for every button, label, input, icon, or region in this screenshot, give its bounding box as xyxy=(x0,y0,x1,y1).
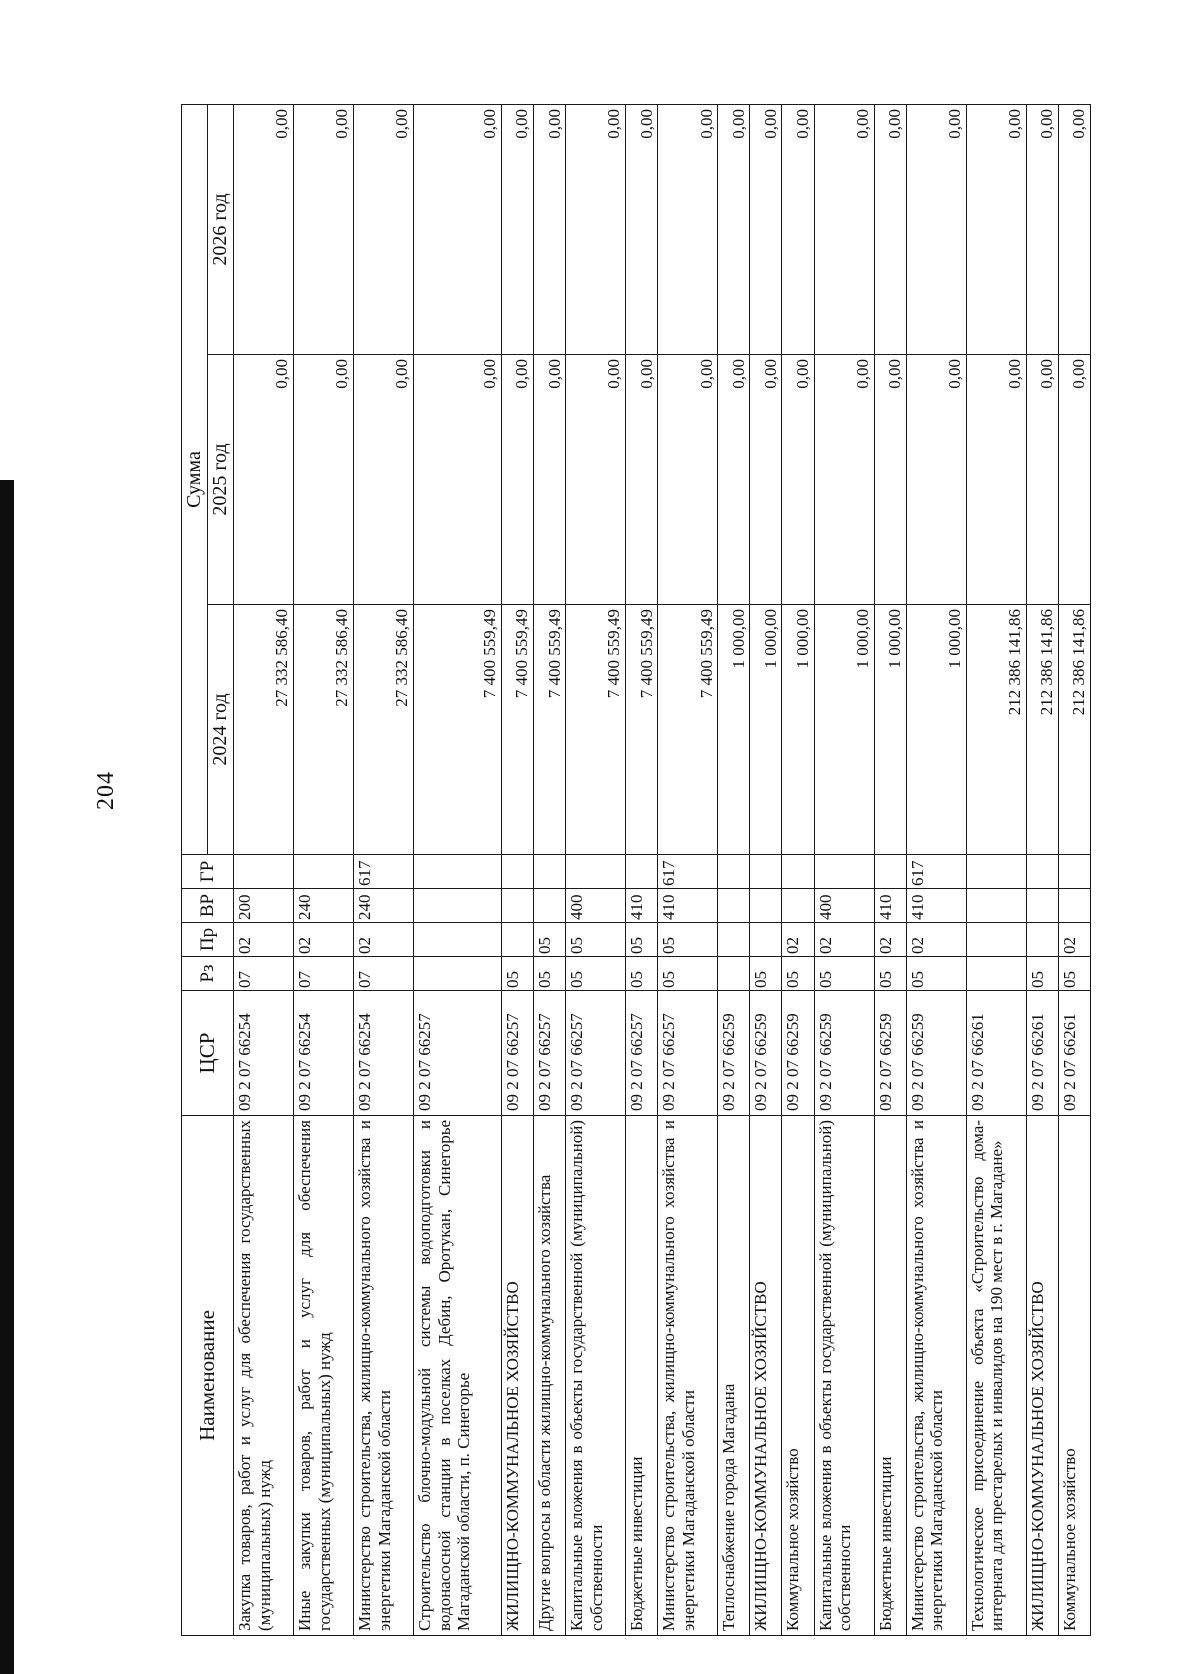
cell-pr: 05 xyxy=(658,923,718,957)
cell-csr: 09 2 07 66259 xyxy=(782,991,814,1116)
cell-pr: 05 xyxy=(626,923,658,957)
cell-2026: 0,00 xyxy=(353,104,413,354)
cell-csr: 09 2 07 66259 xyxy=(874,991,906,1116)
cell-gr: 617 xyxy=(353,855,413,889)
header-gr: ГР xyxy=(182,855,234,889)
cell-2025: 0,00 xyxy=(533,355,565,605)
cell-2025: 0,00 xyxy=(966,355,1026,605)
cell-vr xyxy=(966,889,1026,923)
cell-csr: 09 2 07 66257 xyxy=(413,991,501,1116)
table-row xyxy=(718,104,750,1635)
cell-pr xyxy=(1026,923,1058,957)
cell-2026: 0,00 xyxy=(814,104,874,354)
header-rz: Рз xyxy=(182,957,234,991)
cell-gr xyxy=(501,855,533,889)
cell-name: Строительство блочно-модульной системы водоподготовки и водонасосной станции в поселках Дебин, Оротукан, Синегорье Магаданской области, п. Синегорье xyxy=(413,1116,501,1636)
cell-2026: 0,00 xyxy=(566,104,626,354)
header-csr: ЦСР xyxy=(182,991,234,1116)
table-row xyxy=(782,104,814,1635)
cell-vr xyxy=(501,889,533,923)
cell-pr: 02 xyxy=(234,923,294,957)
cell-2025: 0,00 xyxy=(501,355,533,605)
cell-2025: 0,00 xyxy=(293,355,353,605)
cell-name: Министерство строительства, жилищно-коммунального хозяйства и энергетики Магаданской области xyxy=(906,1116,966,1636)
cell-name: Бюджетные инвестиции xyxy=(874,1116,906,1636)
cell-vr: 410 xyxy=(658,889,718,923)
cell-name: Коммунальное хозяйство xyxy=(1058,1116,1090,1636)
cell-vr xyxy=(782,889,814,923)
table-row xyxy=(626,104,658,1635)
cell-2025: 0,00 xyxy=(1026,355,1058,605)
cell-2026: 0,00 xyxy=(906,104,966,354)
cell-vr: 410 xyxy=(874,889,906,923)
cell-pr xyxy=(413,923,501,957)
cell-rz: 05 xyxy=(782,957,814,991)
cell-csr: 09 2 07 66259 xyxy=(750,991,782,1116)
cell-2026: 0,00 xyxy=(293,104,353,354)
cell-name: Министерство строительства, жилищно-коммунального хозяйства и энергетики Магаданской области xyxy=(658,1116,718,1636)
cell-2024: 27 332 586,40 xyxy=(293,605,353,855)
cell-2025: 0,00 xyxy=(874,355,906,605)
table-row xyxy=(966,104,1026,1635)
header-pr: Пр xyxy=(182,923,234,957)
cell-2025: 0,00 xyxy=(234,355,294,605)
header-year-2026: 2026 год xyxy=(208,104,234,354)
table-row xyxy=(501,104,533,1635)
cell-2024: 7 400 559,49 xyxy=(501,605,533,855)
cell-2025: 0,00 xyxy=(413,355,501,605)
cell-2024: 1 000,00 xyxy=(718,605,750,855)
cell-pr: 02 xyxy=(906,923,966,957)
cell-csr: 09 2 07 66254 xyxy=(234,991,294,1116)
cell-rz: 05 xyxy=(814,957,874,991)
header-name: Наименование xyxy=(182,1116,234,1636)
table-row xyxy=(658,104,718,1635)
cell-2025: 0,00 xyxy=(718,355,750,605)
cell-gr xyxy=(293,855,353,889)
cell-vr: 410 xyxy=(906,889,966,923)
cell-gr xyxy=(874,855,906,889)
cell-name: Закупка товаров, работ и услуг для обеспечения государственных (муниципальных) нужд xyxy=(234,1116,294,1636)
cell-2024: 212 386 141,86 xyxy=(966,605,1026,855)
cell-pr: 05 xyxy=(566,923,626,957)
cell-rz xyxy=(413,957,501,991)
cell-gr xyxy=(1058,855,1090,889)
cell-csr: 09 2 07 66257 xyxy=(626,991,658,1116)
cell-2026: 0,00 xyxy=(874,104,906,354)
cell-gr xyxy=(413,855,501,889)
table-row xyxy=(1026,104,1058,1635)
cell-2025: 0,00 xyxy=(626,355,658,605)
cell-gr xyxy=(814,855,874,889)
cell-2026: 0,00 xyxy=(234,104,294,354)
table-header xyxy=(182,104,234,1635)
cell-vr xyxy=(718,889,750,923)
cell-name: ЖИЛИЩНО-КОММУНАЛЬНОЕ ХОЗЯЙСТВО xyxy=(750,1116,782,1636)
cell-2025: 0,00 xyxy=(814,355,874,605)
cell-name: ЖИЛИЩНО-КОММУНАЛЬНОЕ ХОЗЯЙСТВО xyxy=(1026,1116,1058,1636)
cell-2025: 0,00 xyxy=(1058,355,1090,605)
cell-csr: 09 2 07 66257 xyxy=(501,991,533,1116)
cell-csr: 09 2 07 66261 xyxy=(966,991,1026,1116)
table-row xyxy=(874,104,906,1635)
header-year-2024: 2024 год xyxy=(208,605,234,855)
cell-name: Капитальные вложения в объекты государственной (муниципальной) собственности xyxy=(566,1116,626,1636)
cell-csr: 09 2 07 66257 xyxy=(533,991,565,1116)
cell-vr: 240 xyxy=(293,889,353,923)
cell-vr: 200 xyxy=(234,889,294,923)
cell-name: Министерство строительства, жилищно-коммунального хозяйства и энергетики Магаданской области xyxy=(353,1116,413,1636)
cell-vr: 400 xyxy=(566,889,626,923)
cell-gr xyxy=(782,855,814,889)
cell-gr xyxy=(234,855,294,889)
cell-rz: 07 xyxy=(234,957,294,991)
cell-vr xyxy=(533,889,565,923)
cell-2026: 0,00 xyxy=(782,104,814,354)
cell-2024: 7 400 559,49 xyxy=(413,605,501,855)
cell-csr: 09 2 07 66259 xyxy=(718,991,750,1116)
cell-csr: 09 2 07 66259 xyxy=(814,991,874,1116)
cell-2024: 27 332 586,40 xyxy=(353,605,413,855)
cell-2025: 0,00 xyxy=(906,355,966,605)
cell-2024: 1 000,00 xyxy=(782,605,814,855)
cell-2026: 0,00 xyxy=(750,104,782,354)
cell-gr: 617 xyxy=(658,855,718,889)
cell-rz xyxy=(718,957,750,991)
table-row xyxy=(353,104,413,1635)
cell-rz xyxy=(966,957,1026,991)
cell-pr: 02 xyxy=(1058,923,1090,957)
page-number: 204 xyxy=(93,771,119,810)
cell-2024: 1 000,00 xyxy=(750,605,782,855)
cell-csr: 09 2 07 66261 xyxy=(1026,991,1058,1116)
cell-pr xyxy=(966,923,1026,957)
table-row xyxy=(814,104,874,1635)
cell-vr xyxy=(1058,889,1090,923)
cell-pr: 02 xyxy=(874,923,906,957)
table-body xyxy=(234,104,1091,1635)
cell-name: Капитальные вложения в объекты государственной (муниципальной) собственности xyxy=(814,1116,874,1636)
cell-2026: 0,00 xyxy=(501,104,533,354)
cell-rz: 05 xyxy=(533,957,565,991)
cell-2024: 7 400 559,49 xyxy=(566,605,626,855)
cell-gr xyxy=(566,855,626,889)
cell-2024: 1 000,00 xyxy=(874,605,906,855)
cell-rz: 07 xyxy=(293,957,353,991)
budget-table xyxy=(181,104,1091,1636)
cell-vr xyxy=(750,889,782,923)
cell-2024: 212 386 141,86 xyxy=(1026,605,1058,855)
cell-2026: 0,00 xyxy=(413,104,501,354)
header-vr: ВР xyxy=(182,889,234,923)
cell-csr: 09 2 07 66254 xyxy=(353,991,413,1116)
cell-pr: 02 xyxy=(353,923,413,957)
cell-2025: 0,00 xyxy=(353,355,413,605)
cell-pr: 02 xyxy=(814,923,874,957)
cell-rz: 05 xyxy=(1026,957,1058,991)
cell-2024: 7 400 559,49 xyxy=(533,605,565,855)
cell-vr xyxy=(1026,889,1058,923)
header-sum: Сумма xyxy=(182,104,208,854)
cell-gr xyxy=(626,855,658,889)
cell-2026: 0,00 xyxy=(1058,104,1090,354)
cell-rz: 05 xyxy=(874,957,906,991)
cell-2026: 0,00 xyxy=(658,104,718,354)
rotated-page xyxy=(181,106,1091,1636)
table-row xyxy=(293,104,353,1635)
cell-2026: 0,00 xyxy=(1026,104,1058,354)
cell-2026: 0,00 xyxy=(533,104,565,354)
cell-2024: 7 400 559,49 xyxy=(658,605,718,855)
cell-name: Теплоснабжение города Магадана xyxy=(718,1116,750,1636)
cell-name: Бюджетные инвестиции xyxy=(626,1116,658,1636)
table-row xyxy=(413,104,501,1635)
cell-name: ЖИЛИЩНО-КОММУНАЛЬНОЕ ХОЗЯЙСТВО xyxy=(501,1116,533,1636)
table-row xyxy=(1058,104,1090,1635)
cell-csr: 09 2 07 66259 xyxy=(906,991,966,1116)
cell-2024: 212 386 141,86 xyxy=(1058,605,1090,855)
cell-2024: 27 332 586,40 xyxy=(234,605,294,855)
cell-2024: 1 000,00 xyxy=(814,605,874,855)
cell-2025: 0,00 xyxy=(566,355,626,605)
table-row xyxy=(750,104,782,1635)
cell-rz: 05 xyxy=(750,957,782,991)
cell-gr xyxy=(966,855,1026,889)
cell-rz: 05 xyxy=(626,957,658,991)
cell-name: Технологическое присоединение объекта «Строительство дома-интерната для престарелых и инвалидов на 190 мест в г. Магадане» xyxy=(966,1116,1026,1636)
table-row xyxy=(533,104,565,1635)
cell-rz: 05 xyxy=(906,957,966,991)
cell-gr xyxy=(718,855,750,889)
cell-name: Другие вопросы в области жилищно-коммунального хозяйства xyxy=(533,1116,565,1636)
cell-2026: 0,00 xyxy=(718,104,750,354)
cell-gr xyxy=(533,855,565,889)
cell-csr: 09 2 07 66254 xyxy=(293,991,353,1116)
cell-csr: 09 2 07 66261 xyxy=(1058,991,1090,1116)
cell-rz: 05 xyxy=(1058,957,1090,991)
cell-name: Коммунальное хозяйство xyxy=(782,1116,814,1636)
cell-pr: 05 xyxy=(533,923,565,957)
table-row xyxy=(234,104,294,1635)
cell-2025: 0,00 xyxy=(750,355,782,605)
cell-2026: 0,00 xyxy=(626,104,658,354)
cell-vr: 240 xyxy=(353,889,413,923)
scan-edge-shadow xyxy=(0,480,14,1674)
table-row xyxy=(566,104,626,1635)
cell-gr xyxy=(1026,855,1058,889)
header-year-2025: 2025 год xyxy=(208,355,234,605)
cell-2024: 7 400 559,49 xyxy=(626,605,658,855)
cell-name: Иные закупки товаров, работ и услуг для обеспечения государственных (муниципальных) нужд xyxy=(293,1116,353,1636)
cell-pr xyxy=(501,923,533,957)
cell-gr: 617 xyxy=(906,855,966,889)
cell-2024: 1 000,00 xyxy=(906,605,966,855)
cell-rz: 05 xyxy=(566,957,626,991)
cell-rz: 05 xyxy=(658,957,718,991)
cell-csr: 09 2 07 66257 xyxy=(658,991,718,1116)
table-row xyxy=(906,104,966,1635)
cell-gr xyxy=(750,855,782,889)
cell-2025: 0,00 xyxy=(658,355,718,605)
cell-2025: 0,00 xyxy=(782,355,814,605)
cell-2026: 0,00 xyxy=(966,104,1026,354)
cell-pr: 02 xyxy=(782,923,814,957)
cell-csr: 09 2 07 66257 xyxy=(566,991,626,1116)
cell-vr xyxy=(413,889,501,923)
cell-vr: 400 xyxy=(814,889,874,923)
cell-vr: 410 xyxy=(626,889,658,923)
cell-rz: 07 xyxy=(353,957,413,991)
cell-rz: 05 xyxy=(501,957,533,991)
cell-pr xyxy=(750,923,782,957)
cell-pr xyxy=(718,923,750,957)
cell-pr: 02 xyxy=(293,923,353,957)
